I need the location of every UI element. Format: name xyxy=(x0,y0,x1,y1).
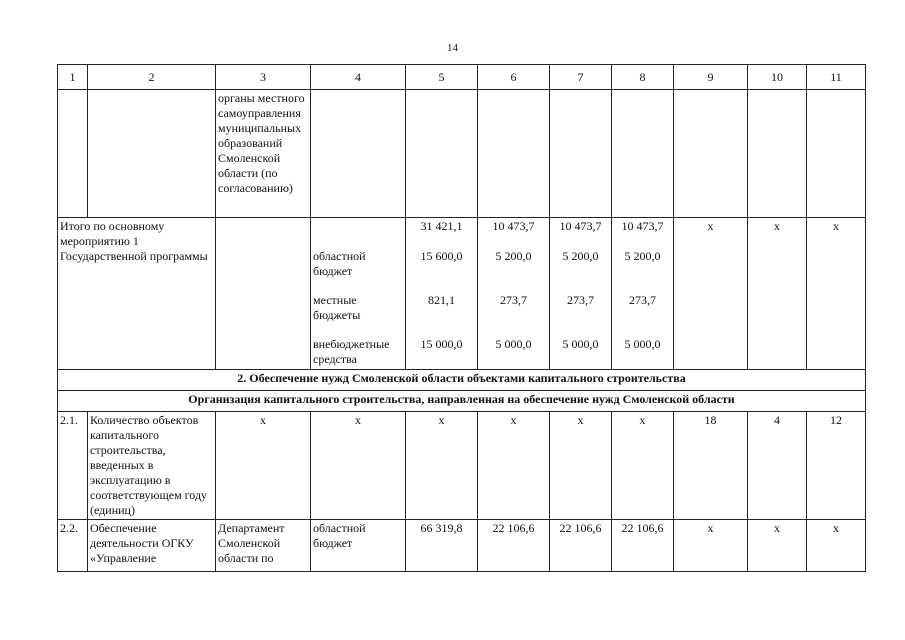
table-row: 2.2. Обеспечение деятельности ОГКУ «Управление Департамент Смоленской области по областной бюджет 66 319,8 22 106,6 22 106,6 22 106,6 x x x xyxy=(58,520,866,572)
source-cell: областной бюджет xyxy=(311,520,406,572)
header-cell: 11 xyxy=(807,65,866,90)
header-cell: 6 xyxy=(478,65,550,90)
total-row xyxy=(58,218,866,370)
total-col10: x xyxy=(748,218,807,370)
total-name: Итого по основному мероприятию 1 Государственной программы xyxy=(58,218,216,370)
row-name: Обеспечение деятельности ОГКУ «Управление xyxy=(88,520,216,572)
subsection-title: Организация капитального строительства, направленная на обеспечение нужд Смоленской области xyxy=(58,391,866,412)
source-extrabudget: внебюджетные средства xyxy=(313,337,390,366)
header-row xyxy=(58,65,866,90)
row-number: 2.2. xyxy=(58,520,88,572)
header-cell: 2 xyxy=(88,65,216,90)
header-cell: 3 xyxy=(216,65,311,90)
table-row: 2.1. Количество объектов капитального строительства, введенных в эксплуатацию в соответствующем году (единиц) x x x x x x 18 4 12 xyxy=(58,412,866,520)
executor-cell: Департамент Смоленской области по xyxy=(216,520,311,572)
header-cell: 7 xyxy=(550,65,612,90)
total-col6: 10 473,7 5 200,0 273,7 5 000,0 xyxy=(478,218,550,370)
total-col8: 10 473,7 5 200,0 273,7 5 000,0 xyxy=(612,218,674,370)
row-number: 2.1. xyxy=(58,412,88,520)
row-name: Количество объектов капитального строительства, введенных в эксплуатацию в соответствующем году (единиц) xyxy=(88,412,216,520)
subsection-row xyxy=(58,391,866,412)
header-cell: 4 xyxy=(311,65,406,90)
section-row xyxy=(58,370,866,391)
executor-cell: органы местного самоуправления муниципальных образований Смоленской области (по согласованию) xyxy=(216,90,311,218)
total-col11: x xyxy=(807,218,866,370)
source-regional: областной бюджет xyxy=(313,249,366,278)
program-table xyxy=(57,64,866,572)
page-number: 14 xyxy=(447,42,458,54)
header-cell: 5 xyxy=(406,65,478,90)
header-cell: 1 xyxy=(58,65,88,90)
total-sources xyxy=(311,218,406,370)
total-col9: x xyxy=(674,218,748,370)
section-title: 2. Обеспечение нужд Смоленской области объектами капитального строительства xyxy=(58,370,866,391)
header-cell: 8 xyxy=(612,65,674,90)
source-local: местные бюджеты xyxy=(313,293,361,322)
total-col5: 31 421,1 15 600,0 821,1 15 000,0 xyxy=(406,218,478,370)
header-cell: 9 xyxy=(674,65,748,90)
executor-continuation-row xyxy=(58,90,866,218)
total-col7: 10 473,7 5 200,0 273,7 5 000,0 xyxy=(550,218,612,370)
header-cell: 10 xyxy=(748,65,807,90)
